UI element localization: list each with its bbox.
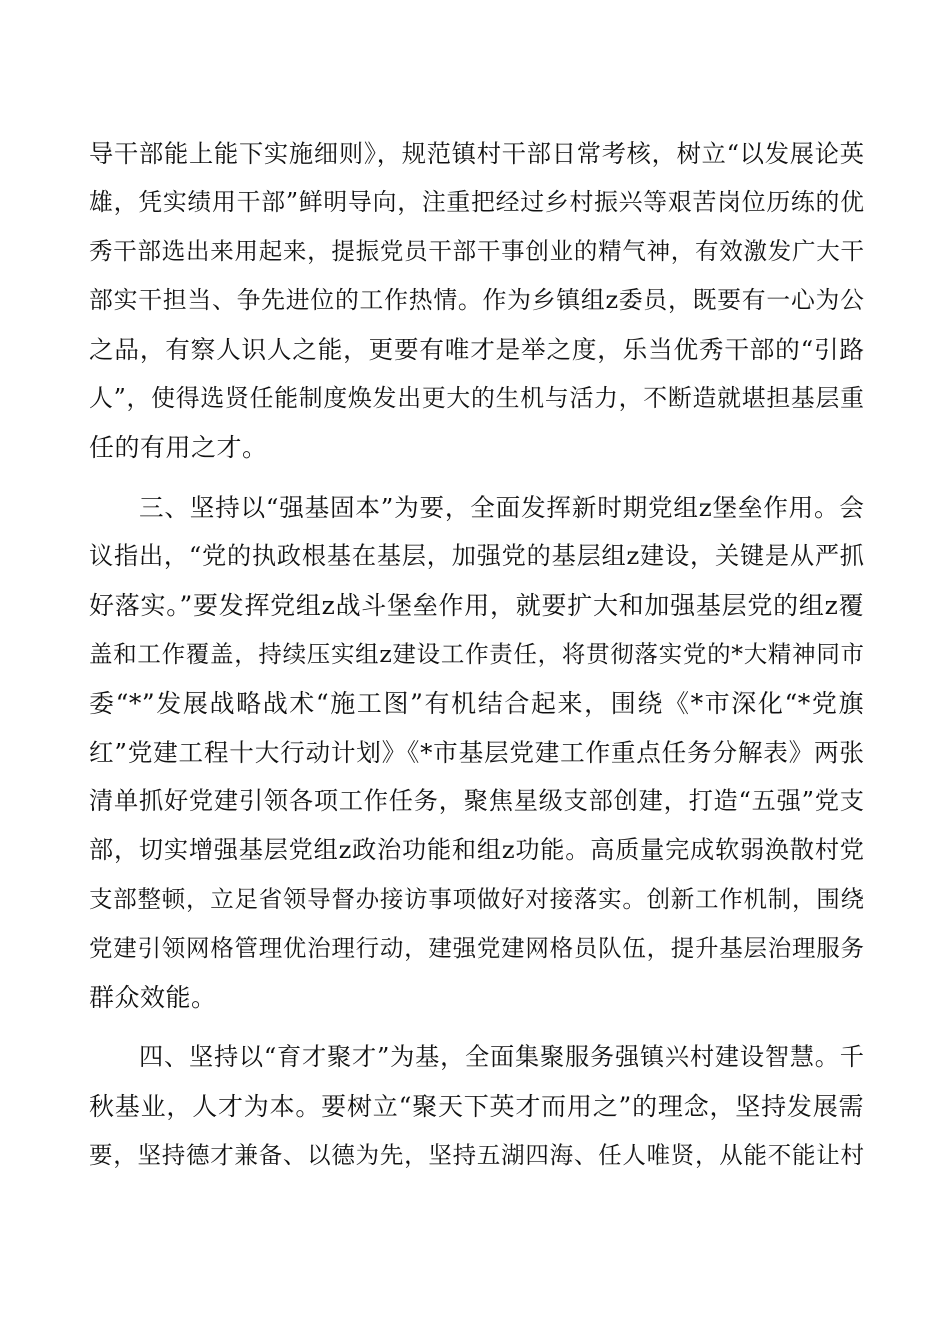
paragraph-line: 秋基业，人才为本。要树立“聚天下英才而用之”的理念，坚持发展需 (89, 1092, 864, 1121)
paragraph-line: 导干部能上能下实施细则》，规范镇村干部日常考核，树立“以发展论英 (89, 139, 864, 168)
paragraph-line: 之品，有察人识人之能，更要有唯才是举之度，乐当优秀干部的“引路 (89, 335, 864, 364)
paragraph-line: 人”，使得选贤任能制度焕发出更大的生机与活力，不断造就堪担基层重 (89, 384, 864, 412)
paragraph-line: 支部整顿，立足省领导督办接访事项做好对接落实。创新工作机制，围绕 (89, 885, 864, 913)
paragraph-line: 清单抓好党建引领各项工作任务，聚焦星级支部创建，打造“五强”党支 (89, 787, 864, 815)
paragraph-line: 盖和工作覆盖，持续压实组z建设工作责任，将贯彻落实党的*大精神同市 (89, 640, 864, 668)
paragraph-line: 议指出，“党的执政根基在基层，加强党的基层组z建设，关键是从严抓 (89, 542, 864, 570)
paragraph-line: 群众效能。 (89, 983, 217, 1012)
paragraph-line: 党建引领网格管理优治理行动，建强党建网格员队伍，提升基层治理服务 (89, 934, 864, 962)
paragraph-section-3 (89, 483, 864, 1022)
paragraph-line: 红”党建工程十大行动计划》《*市基层党建工作重点任务分解表》两张 (89, 738, 864, 767)
paragraph-line: 好落实。”要发挥党组z战斗堡垒作用，就要扩大和加强基层党的组z覆 (89, 591, 864, 620)
paragraph-section-4 (89, 1033, 864, 1180)
section-heading-line: 四、坚持以“育才聚才”为基，全面集聚服务强镇兴村建设智慧。千 (139, 1043, 864, 1071)
paragraph-line: 部，切实增强基层党组z政治功能和组z功能。高质量完成软弱涣散村党 (89, 836, 864, 864)
paragraph-line: 任的有用之才。 (89, 433, 268, 462)
section-heading-line: 三、坚持以“强基固本”为要，全面发挥新时期党组z堡垒作用。会 (139, 493, 864, 522)
paragraph-line: 委“*”发展战略战术“施工图”有机结合起来，围绕《*市深化“*党旗 (89, 689, 864, 718)
paragraph-line: 要，坚持德才兼备、以德为先，坚持五湖四海、任人唯贤，从能不能让村 (89, 1141, 864, 1169)
paragraph-line: 部实干担当、争先进位的工作热情。作为乡镇组z委员，既要有一心为公 (89, 286, 864, 314)
paragraph-line: 雄，凭实绩用干部”鲜明导向，注重把经过乡村振兴等艰苦岗位历练的优 (89, 188, 864, 216)
paragraph-line: 秀干部选出来用起来，提振党员干部干事创业的精气神，有效激发广大干 (89, 237, 864, 265)
paragraph-continuation (89, 129, 864, 472)
